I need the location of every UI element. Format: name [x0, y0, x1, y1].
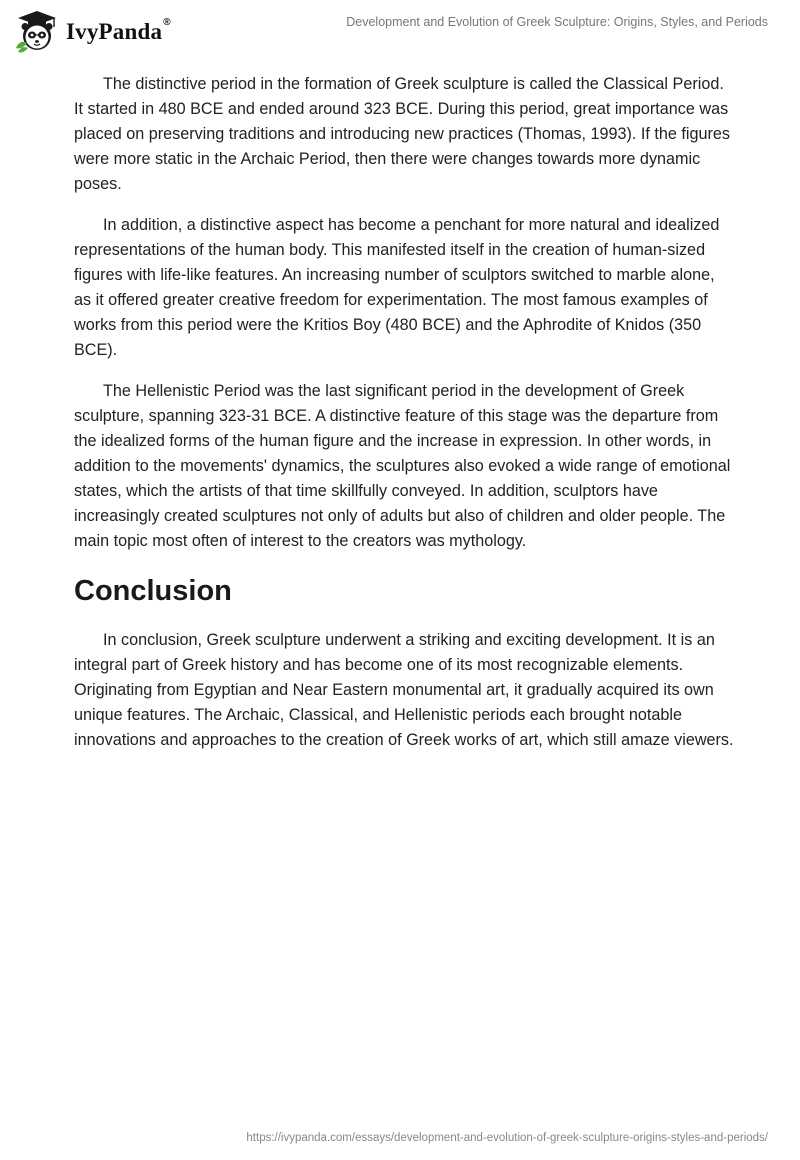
source-url[interactable]: https://ivypanda.com/essays/development-and-evolution-of-greek-sculpture-origins-styles-and-periods/ — [246, 1132, 768, 1144]
panda-graduate-icon — [14, 8, 60, 54]
conclusion-paragraph: In conclusion, Greek sculpture underwent a striking and exciting development. It is an integral part of Greek history and has become one of its most recognizable elements. Originating from Egyptian and Near Eastern monumental art, it gradually acquired its own unique features. The Archaic, Classical, and Hellenistic periods each brought notable innovations and approaches to the creation of Greek works of art, which still amaze viewers. — [74, 631, 734, 749]
essay-content — [74, 72, 734, 769]
brand-name: IvyPanda® — [66, 17, 171, 44]
body-paragraph-1: The distinctive period in the formation of Greek sculpture is called the Classical Period. It started in 480 BCE and ended around 323 BCE. During this period, great importance was placed on preserving traditions and introducing new practices (Thomas, 1993). If the figures were more static in the Archaic Period, then there were changes towards more dynamic poses. — [74, 75, 730, 193]
document-title: Development and Evolution of Greek Sculpture: Origins, Styles, and Periods — [346, 15, 768, 29]
body-paragraph-2: In addition, a distinctive aspect has become a penchant for more natural and idealized representations of the human body. This manifested itself in the creation of human-sized figures with life-like features. An increasing number of sculptors switched to marble alone, as it offered greater creative freedom for experimentation. The most famous examples of works from this period were the Kritios Boy (480 BCE) and the Aphrodite of Knidos (350 BCE). — [74, 216, 720, 359]
ivypanda-logo[interactable] — [14, 8, 171, 54]
conclusion-heading: Conclusion — [74, 575, 232, 607]
registered-mark: ® — [163, 17, 171, 28]
page-header — [0, 0, 800, 62]
body-paragraph-3: The Hellenistic Period was the last significant period in the development of Greek sculpture, spanning 323-31 BCE. A distinctive feature of this stage was the departure from the idealized forms of the human figure and the increase in expression. In other words, in addition to the movements' dynamics, the sculptures also evoked a wide range of emotional states, which the artists of that time skillfully conveyed. In addition, sculptors have increasingly created sculptures not only of adults but also of children and older people. The main topic most often of interest to the creators was mythology. — [74, 382, 731, 550]
